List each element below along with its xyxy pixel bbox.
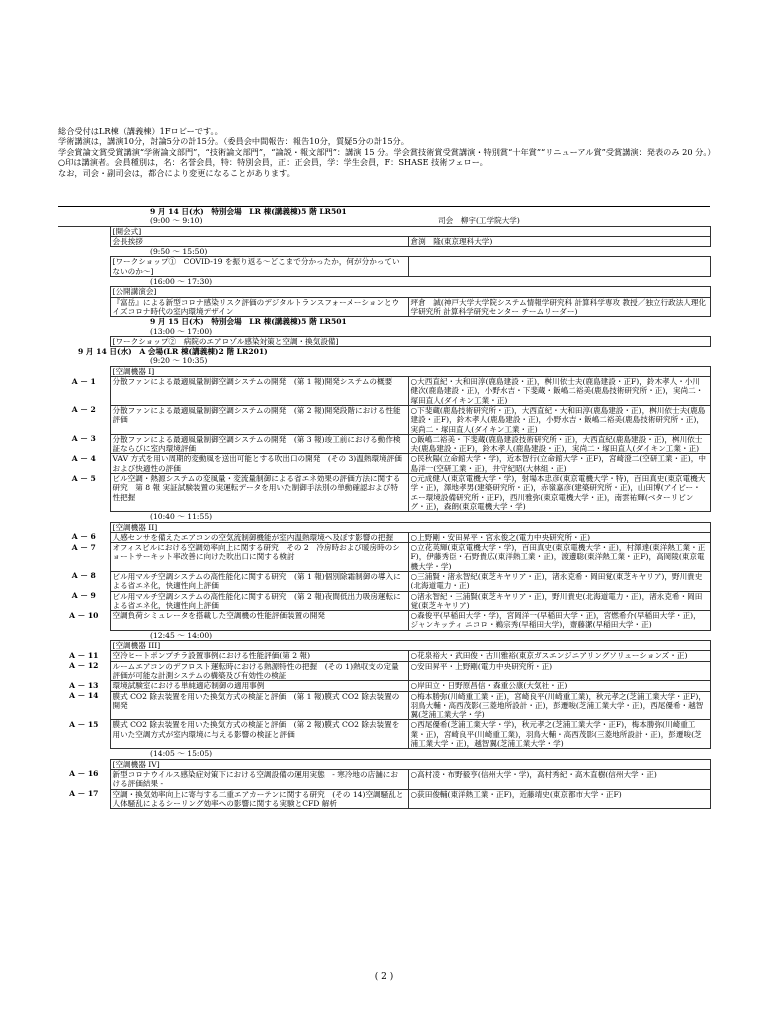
talk-code: A － 11 <box>69 650 99 660</box>
day1-time-row <box>58 277 710 287</box>
talk-title: VAV 方式を用い周期的変動風を送出可能とする吹出口の開発 (その 3)温熱環境評価および快適性の評価 <box>110 454 408 474</box>
talk-row <box>58 532 710 542</box>
day2-time-row <box>58 327 710 337</box>
talk-authors: ○飯嶋二裕美・下斐蔵(鹿島建設技術研究所・正)，大西直紀(鹿島建設・正)，桝川依士夫(鹿島建設・正F)，鈴木孝人(鹿島建設・正)，実尚二・塚田直人(ダイキン工業・正) <box>408 434 710 454</box>
note-line: 学会賞論文賞受賞講演“学術論文部門”，“技術論文部門”，“論説・報文部門”：講演 15 分。学会賞技術賞受賞講演・特別賞“十年賞”“リニューアル賞”受賞講演：発表のみ 20 分。） <box>58 146 716 157</box>
page-number: ( 2 ) <box>374 972 394 982</box>
talk-code: A － 4 <box>71 453 96 463</box>
talk-authors: ○渚永智紀・三浦賢(東芝キヤリア・正)，野川貴史(北海道電力・正)，渚永克希・岡田覚(東芝キヤリア) <box>408 591 710 611</box>
talk-code: A － 7 <box>71 542 96 552</box>
talk-row <box>58 543 710 572</box>
talk-title: オフィスビルにおける空調効率向上に関する研究 その 2 冷房時および暖房時のショートサーキット率改善に向けた吹出口に関する検討 <box>110 543 408 572</box>
workshop1-row <box>58 257 710 277</box>
session-time: (9:00 ～ 9:10) <box>150 216 203 226</box>
talk-title: 空調負荷シミュレータを搭載した空調機の性能評価装置の開発 <box>110 611 408 631</box>
session-name-row <box>58 522 710 532</box>
talk-code: A － 2 <box>71 405 96 415</box>
greeting-title: 会長挨拶 <box>110 236 408 246</box>
session-name-row <box>58 641 710 651</box>
session-name-row <box>58 366 710 376</box>
talk-row <box>58 454 710 474</box>
talk-authors: ○森俊平(早稲田大学・学)，宮岡洋一(早稲田大学・正)，宮燃希介(早稲田大学・正)，ジャンキッティ ニコロ・鵜宗秀(早稲田大学)，齋藤潔(早稲田大学・正) <box>408 611 710 631</box>
session-time: (9:20 ～ 10:35) <box>150 356 208 366</box>
talk-row <box>58 474 710 512</box>
talk-authors: ○元成健人(東京電機大学・学)，射場本忠彦(東京電機大学・特)，百田真史(東京電機大学・正)，澤地孝男(建築研究所・正)，赤嶺嘉彦(建築研究所・正)，山田博(アイビー・エー環境設備研究所・正F)，西川雅弥(東京電機大学・正)，南雲祐輝(ベターリビング・正)，森朗(東京電機大学・学) <box>408 474 710 512</box>
talk-authors: ○民秋陽(立命館大学・学)，近本智行(立命館大学・正F)，宮崎澄二(空研工業・正)，中島洋一(空研工業・正)，井守紀昭(大林組・正) <box>408 454 710 474</box>
roomA-header-row <box>58 347 710 357</box>
talk-authors: ○花泉裕大・武田俊・古川雅裕(東京ガスエンジニアリングソリューションズ・正) <box>408 651 710 661</box>
talk-title: ビル用マルチ空調システムの高性能化に関する研究 (第 2 報)夜間低出力吸房運転による省エネ化，快適性向上評価 <box>110 591 408 611</box>
talk-title: 新型コロナウイルス感染症対策下における空調設備の運用実態 - 寒冷地の店舗における評価結果 - <box>110 769 408 789</box>
talk-row <box>58 377 710 406</box>
talk-code: A － 9 <box>71 591 96 601</box>
talk-title: ルームエアコンのデフロスト運転時における熱源特性の把握 (その 1)熱収支の定量評価が可能な計測システムの構築及び有効性の検証 <box>110 661 408 681</box>
talk-authors: ○立花英輝(東京電機大学・学)，百田真史(東京電機大学・正)，村澤達(東洋熱工業・正F)，伊藤秀臣・石野貴広(東洋熱工業・正)，渡邊聡(東洋熱工業・正F)，高岡陵(東京電機大学・学) <box>408 543 710 572</box>
public-lecture-label: [公開講演会] <box>110 287 710 297</box>
session-time: (9:50 ～ 15:50) <box>150 247 208 257</box>
session-time-row <box>58 749 710 759</box>
public-lecture-person: 坪倉 誠(神戸大学大学院システム情報学研究科 計算科学専攻 教授／独立行政法人理化学研究所 計算科学研究センター チームリーダー) <box>408 297 710 317</box>
note-line: 総合受付はLR棟（講義棟）1Fロビーです。。 <box>58 126 223 136</box>
day2-special-header-row <box>58 317 710 327</box>
talk-code: A － 15 <box>69 719 99 729</box>
talk-title: ビル空調・熱源システムの変風量・変流量制御による省エネ効果の評価方法に関する研究 第 8 報 実証試験装置の実運転データを用いた制御手法別の単動確認および特性把握 <box>110 474 408 512</box>
talk-row <box>58 691 710 720</box>
talk-title: 環境試験室における単純適応制御の適用事例 <box>110 681 408 691</box>
public-lecture-row <box>58 297 710 317</box>
public-lecture-title: 『富岳』による新型コロナ感染リスク評価のデジタルトランスフォーメーションとウイズコロナ時代の室内環境デザイン <box>110 297 408 317</box>
talk-authors: ○西尾優希(芝浦工業大学・学)，秋元孝之(芝浦工業大学・正F)，梅本勝弥(川崎重工業・正)，宮崎良平(川崎重工業)，羽鳥大輔・高西茂影(三菱地所設計・正)，彭遷唆(芝浦工業大学・正)，越智翼(芝浦工業大学・学) <box>408 720 710 749</box>
talk-authors: ○上野剛・安田昇平・宮永俊之(電力中央研究所・正) <box>408 532 710 542</box>
talk-code: A － 8 <box>71 571 96 581</box>
talk-row <box>58 611 710 631</box>
general-notes <box>58 126 718 178</box>
session-time: (10:40 ～ 11:55) <box>150 512 213 522</box>
talk-title: 膜式 CO2 除去装置を用いた換気方式の検証と評価 (第 2 報)膜式 CO2 除去装置を用いた空調方式が室内環境に与える影響の検証と評価 <box>110 720 408 749</box>
talk-authors: ○岸田立・日野原昌信・森重公康(大気社・正) <box>408 681 710 691</box>
talk-title: 空調・換気効率向上に寄与する二重エアカーテンに関する研究 (その 14)空調騒乱と人体騒乱によるシーリング効率への影響に関する実験とCFD 解析 <box>110 789 408 809</box>
session-name: [空調機器 III] <box>110 641 710 651</box>
talk-row <box>58 591 710 611</box>
talk-code: A － 16 <box>69 769 99 779</box>
talk-code: A － 12 <box>69 661 99 671</box>
session-name-row <box>58 759 710 769</box>
talk-title: ビル用マルチ空調システムの高性能化に関する研究 (第 1 報)個別除霜制御の導入による省エネ化，快適性向上評価 <box>110 571 408 591</box>
note-line: なお，司会・副司会は，都合により変更になることがあります。 <box>58 167 295 178</box>
talk-authors: ○高村凌・布野毅亨(信州大学・学)，高村秀紀・高木直樹(信州大学・正) <box>408 769 710 789</box>
talk-row <box>58 681 710 691</box>
day1-special-header: 9 月 14 日(水) 特別会場 LR 棟(講義棟)5 階 LR501 <box>110 207 710 217</box>
session-time: (13:00 ～ 17:00) <box>150 326 213 336</box>
chairperson: 司会 柳宇(工学院大学) <box>438 216 520 226</box>
talk-authors: ○大西直紀・大和田淳(鹿島建設・正)，桝川依士夫(鹿島建設・正F)，鈴木孝人・小川健次(鹿島建設・正)，小野水吉・下斐蔵・飯嶋二裕美(鹿島技術研究所・正)，実尚二・塚田直人(ダイキン工業・正) <box>408 377 710 406</box>
talk-code: A － 1 <box>71 376 96 386</box>
public-label-row <box>58 287 710 297</box>
roomA-header: 9 月 14 日(水) A 会場(LR 棟(講義棟)2 階 LR201) <box>78 347 268 357</box>
session-time-row <box>58 356 710 366</box>
day1-time-row <box>58 216 710 226</box>
day2-special-header: 9 月 15 日(木) 特別会場 LR 棟(講義棟)5 階 LR501 <box>150 317 347 327</box>
talk-code: A － 14 <box>69 691 99 701</box>
talk-row <box>58 720 710 749</box>
workshop2-row <box>58 336 710 346</box>
workshop1-title: [ワークショップ① COVID-19 を振り返る～どこまで分かったか，何が分かっていないのか～] <box>110 257 408 277</box>
talk-row <box>58 651 710 661</box>
day1-special-header-row <box>58 207 710 217</box>
day1-time-row <box>58 247 710 257</box>
session-time-row <box>58 630 710 640</box>
talk-title: 人感センサを備えたエアコンの空気流制御機能が室内温熱環境へ及ぼす影響の把握 <box>110 532 408 542</box>
talk-code: A － 5 <box>71 473 96 483</box>
session-name: [空調機器 II] <box>110 522 710 532</box>
session-name: [空調機器 IV] <box>110 759 710 769</box>
opening-label-row <box>58 226 710 236</box>
greeting-person: 倉渕 隆(東京理科大学) <box>408 236 710 246</box>
talk-title: 分散ファンによる最適風量制御空調システムの開発 (第 3 報)竣工前における動作検証ならびに室内環境評価 <box>110 434 408 454</box>
talk-code: A － 17 <box>69 789 99 799</box>
session-time: (14:05 ～ 15:05) <box>150 749 213 759</box>
talk-row <box>58 405 710 434</box>
talk-title: 分散ファンによる最適風量制御空調システムの開発 (第 2 報)開発段階における性能評価 <box>110 405 408 434</box>
greeting-row <box>58 236 710 246</box>
talk-authors: ○三浦賢・渚永智紀(東芝キヤリア・正)，渚永克希・岡田覚(東芝キヤリア)，野川貴史(北海道電力・正) <box>408 571 710 591</box>
talk-authors: ○下斐蔵(鹿島技術研究所・正)，大西直紀・大和田淳(鹿島建設・正)，桝川依士夫(鹿島建設・正F)，鈴木孝人(鹿島建設・正)，小野水吉・飯嶋二裕美(鹿島技術研究所・正)，実尚二・塚田直人(ダイキン工業・正) <box>408 405 710 434</box>
talk-authors: ○安田昇平・上野剛(電力中央研究所・正) <box>408 661 710 681</box>
talk-authors: ○梅本勝弥(川崎重工業・正)，宮崎良平(川崎重工業)，秋元孝之(芝浦工業大学・正F)，羽鳥大輔・高西茂影(三菱地所設計・正)，彭遷唆(芝浦工業大学・正)，西尾優希・越智翼(芝浦工業大学・学) <box>408 691 710 720</box>
session-time: (16:00 ～ 17:30) <box>150 277 213 287</box>
talk-code: A － 3 <box>71 434 96 444</box>
talk-row <box>58 434 710 454</box>
talk-authors: ○荻田俊輔(東洋熱工業・正F)，近藤靖史(東京都市大学・正F) <box>408 789 710 809</box>
talk-code: A － 6 <box>71 532 96 542</box>
schedule-table <box>58 206 711 809</box>
workshop2-title: [ワークショップ② 病院のエアロゾル感染対策と空調・換気設備] <box>110 336 710 346</box>
opening-label: [開会式] <box>110 226 710 236</box>
note-line: 学術講演は，講演10分，討論5分の計15分。（委員会中間報告：報告10分，質疑5分の計15分。 <box>58 136 409 147</box>
talk-code: A － 10 <box>69 610 99 620</box>
talk-row <box>58 789 710 809</box>
talk-row <box>58 769 710 789</box>
talk-code: A － 13 <box>69 680 99 690</box>
talk-row <box>58 571 710 591</box>
session-time: (12:45 ～ 14:00) <box>150 630 213 640</box>
talk-row <box>58 661 710 681</box>
talk-title: 膜式 CO2 除去装置を用いた換気方式の検証と評価 (第 1 報)膜式 CO2 除去装置の開発 <box>110 691 408 720</box>
session-name: [空調機器 I] <box>110 366 710 376</box>
session-time-row <box>58 512 710 522</box>
talk-title: 分散ファンによる最適風量制御空調システムの開発 (第 1 報)開発システムの概要 <box>110 377 408 406</box>
note-line: ○印は講演者。会員種別は，名：名誉会員，特：特別会員，正：正会員，学：学生会員，F：SHASE 技術フェロー。 <box>58 157 488 168</box>
talk-title: 空冷ヒートポンプチラ設置事例における性能評価(第 2 報) <box>110 651 408 661</box>
